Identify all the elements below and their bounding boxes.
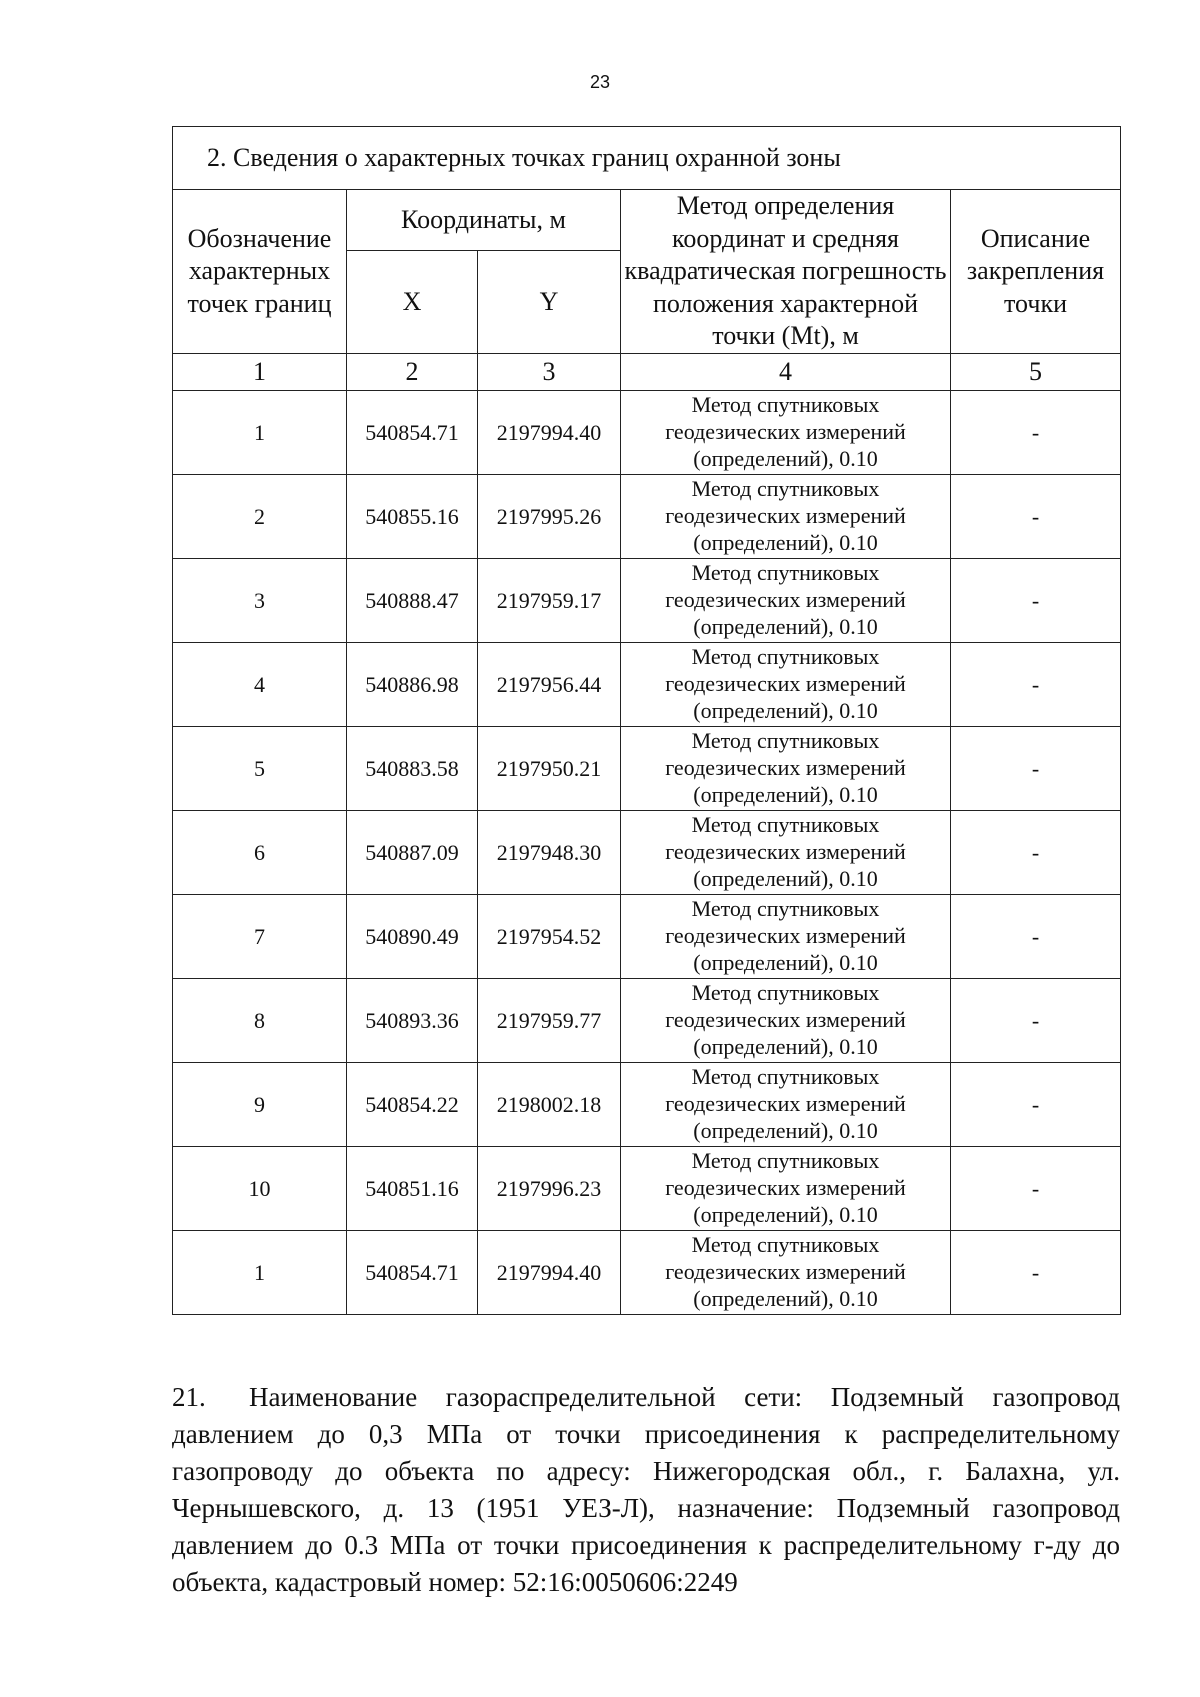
coord-x: 540890.49 [347, 895, 478, 979]
column-number: 4 [621, 354, 951, 391]
coord-y: 2197959.17 [478, 559, 621, 643]
method-line: (определений), 0.10 [693, 529, 878, 555]
point-description: - [951, 895, 1121, 979]
method-cell [621, 1147, 951, 1231]
method-cell [621, 391, 951, 475]
method-line: геодезических измерений [665, 1007, 906, 1033]
method-line: геодезических измерений [665, 923, 906, 949]
coord-y: 2197996.23 [478, 1147, 621, 1231]
table-row [173, 1231, 1121, 1315]
coord-y: 2197994.40 [478, 391, 621, 475]
coord-y: 2197948.30 [478, 811, 621, 895]
point-description: - [951, 391, 1121, 475]
point-description: - [951, 1063, 1121, 1147]
table-row [173, 1063, 1121, 1147]
coord-x: 540855.16 [347, 475, 478, 559]
table-title: 2. Сведения о характерных точках границ охранной зоны [173, 127, 1121, 190]
table-row [173, 979, 1121, 1063]
method-line: (определений), 0.10 [693, 1033, 878, 1059]
table-row [173, 811, 1121, 895]
method-line: (определений), 0.10 [693, 697, 878, 723]
method-line: геодезических измерений [665, 671, 906, 697]
table-row [173, 643, 1121, 727]
method-line: Метод спутниковых [691, 1148, 880, 1174]
method-line: (определений), 0.10 [693, 445, 878, 471]
method-line: Метод спутниковых [691, 896, 880, 922]
method-line: Метод спутниковых [691, 560, 880, 586]
point-number: 1 [173, 391, 347, 475]
table-row [173, 727, 1121, 811]
point-number: 4 [173, 643, 347, 727]
method-line: Метод спутниковых [691, 728, 880, 754]
method-line: (определений), 0.10 [693, 781, 878, 807]
section-21-paragraph [172, 1379, 1120, 1601]
header-x: X [347, 251, 478, 354]
point-description: - [951, 1147, 1121, 1231]
coord-y: 2197994.40 [478, 1231, 621, 1315]
table-row [173, 475, 1121, 559]
coord-y: 2197950.21 [478, 727, 621, 811]
coord-x: 540854.22 [347, 1063, 478, 1147]
coord-x: 540887.09 [347, 811, 478, 895]
header-designation: Обозначение характерных точек границ [173, 190, 347, 354]
coord-y: 2197995.26 [478, 475, 621, 559]
method-cell [621, 727, 951, 811]
boundary-points-table [172, 126, 1121, 1315]
coord-y: 2197954.52 [478, 895, 621, 979]
method-line: (определений), 0.10 [693, 865, 878, 891]
method-line: (определений), 0.10 [693, 1117, 878, 1143]
method-cell [621, 811, 951, 895]
point-number: 8 [173, 979, 347, 1063]
method-line: Метод спутниковых [691, 1232, 880, 1258]
method-line: геодезических измерений [665, 1175, 906, 1201]
coord-y: 2197956.44 [478, 643, 621, 727]
section-text: Наименование газораспределительной сети: Подземный газопровод давлением до 0,3 МПа от точки присоединения к распределительному газопроводу до объекта по адресу: Нижегородская обл., г. Балахна, ул. Чернышевского, д. 13 (1951 УЕЗ-Л), назначение: Подземный газопровод давлением до 0.3 МПа от точки присоединения к распределительному г-ду до объекта, кадастровый номер: 52:16:0050606:2249 [172, 1382, 1120, 1597]
section-number: 21. [172, 1382, 206, 1412]
point-number: 5 [173, 727, 347, 811]
coord-x: 540888.47 [347, 559, 478, 643]
point-number: 7 [173, 895, 347, 979]
method-line: (определений), 0.10 [693, 1201, 878, 1227]
point-number: 9 [173, 1063, 347, 1147]
method-line: геодезических измерений [665, 839, 906, 865]
method-cell [621, 475, 951, 559]
method-line: (определений), 0.10 [693, 613, 878, 639]
point-number: 6 [173, 811, 347, 895]
point-number: 10 [173, 1147, 347, 1231]
coord-x: 540851.16 [347, 1147, 478, 1231]
method-line: Метод спутниковых [691, 980, 880, 1006]
table-title-row [173, 127, 1121, 190]
header-coordinates: Координаты, м [347, 190, 621, 251]
coord-x: 540854.71 [347, 1231, 478, 1315]
method-cell [621, 643, 951, 727]
point-description: - [951, 727, 1121, 811]
point-number: 2 [173, 475, 347, 559]
point-description: - [951, 1231, 1121, 1315]
method-line: Метод спутниковых [691, 644, 880, 670]
method-line: геодезических измерений [665, 1091, 906, 1117]
method-line: геодезических измерений [665, 1259, 906, 1285]
table-row [173, 895, 1121, 979]
method-line: геодезических измерений [665, 419, 906, 445]
coord-x: 540854.71 [347, 391, 478, 475]
coord-y: 2198002.18 [478, 1063, 621, 1147]
column-number-row [173, 354, 1121, 391]
point-number: 3 [173, 559, 347, 643]
column-number: 3 [478, 354, 621, 391]
method-line: Метод спутниковых [691, 392, 880, 418]
method-cell [621, 979, 951, 1063]
point-description: - [951, 979, 1121, 1063]
header-method: Метод определения координат и средняя квадратическая погрешность положения характерной точки (Mt), м [621, 190, 951, 354]
method-line: Метод спутниковых [691, 812, 880, 838]
header-description: Описание закрепления точки [951, 190, 1121, 354]
point-description: - [951, 475, 1121, 559]
table-row [173, 391, 1121, 475]
header-y: Y [478, 251, 621, 354]
table-row [173, 1147, 1121, 1231]
method-line: геодезических измерений [665, 503, 906, 529]
coord-x: 540883.58 [347, 727, 478, 811]
coord-y: 2197959.77 [478, 979, 621, 1063]
point-description: - [951, 811, 1121, 895]
method-line: (определений), 0.10 [693, 1285, 878, 1311]
method-cell [621, 1231, 951, 1315]
point-number: 1 [173, 1231, 347, 1315]
method-line: Метод спутниковых [691, 1064, 880, 1090]
point-description: - [951, 559, 1121, 643]
method-line: геодезических измерений [665, 587, 906, 613]
method-cell [621, 559, 951, 643]
table-row [173, 559, 1121, 643]
page-number: 23 [589, 72, 611, 92]
coord-x: 540886.98 [347, 643, 478, 727]
coord-x: 540893.36 [347, 979, 478, 1063]
column-number: 2 [347, 354, 478, 391]
column-number: 5 [951, 354, 1121, 391]
method-line: геодезических измерений [665, 755, 906, 781]
point-description: - [951, 643, 1121, 727]
header-row-1 [173, 190, 1121, 251]
method-cell [621, 1063, 951, 1147]
column-number: 1 [173, 354, 347, 391]
method-line: Метод спутниковых [691, 476, 880, 502]
method-cell [621, 895, 951, 979]
table-body [173, 127, 1121, 1315]
method-line: (определений), 0.10 [693, 949, 878, 975]
